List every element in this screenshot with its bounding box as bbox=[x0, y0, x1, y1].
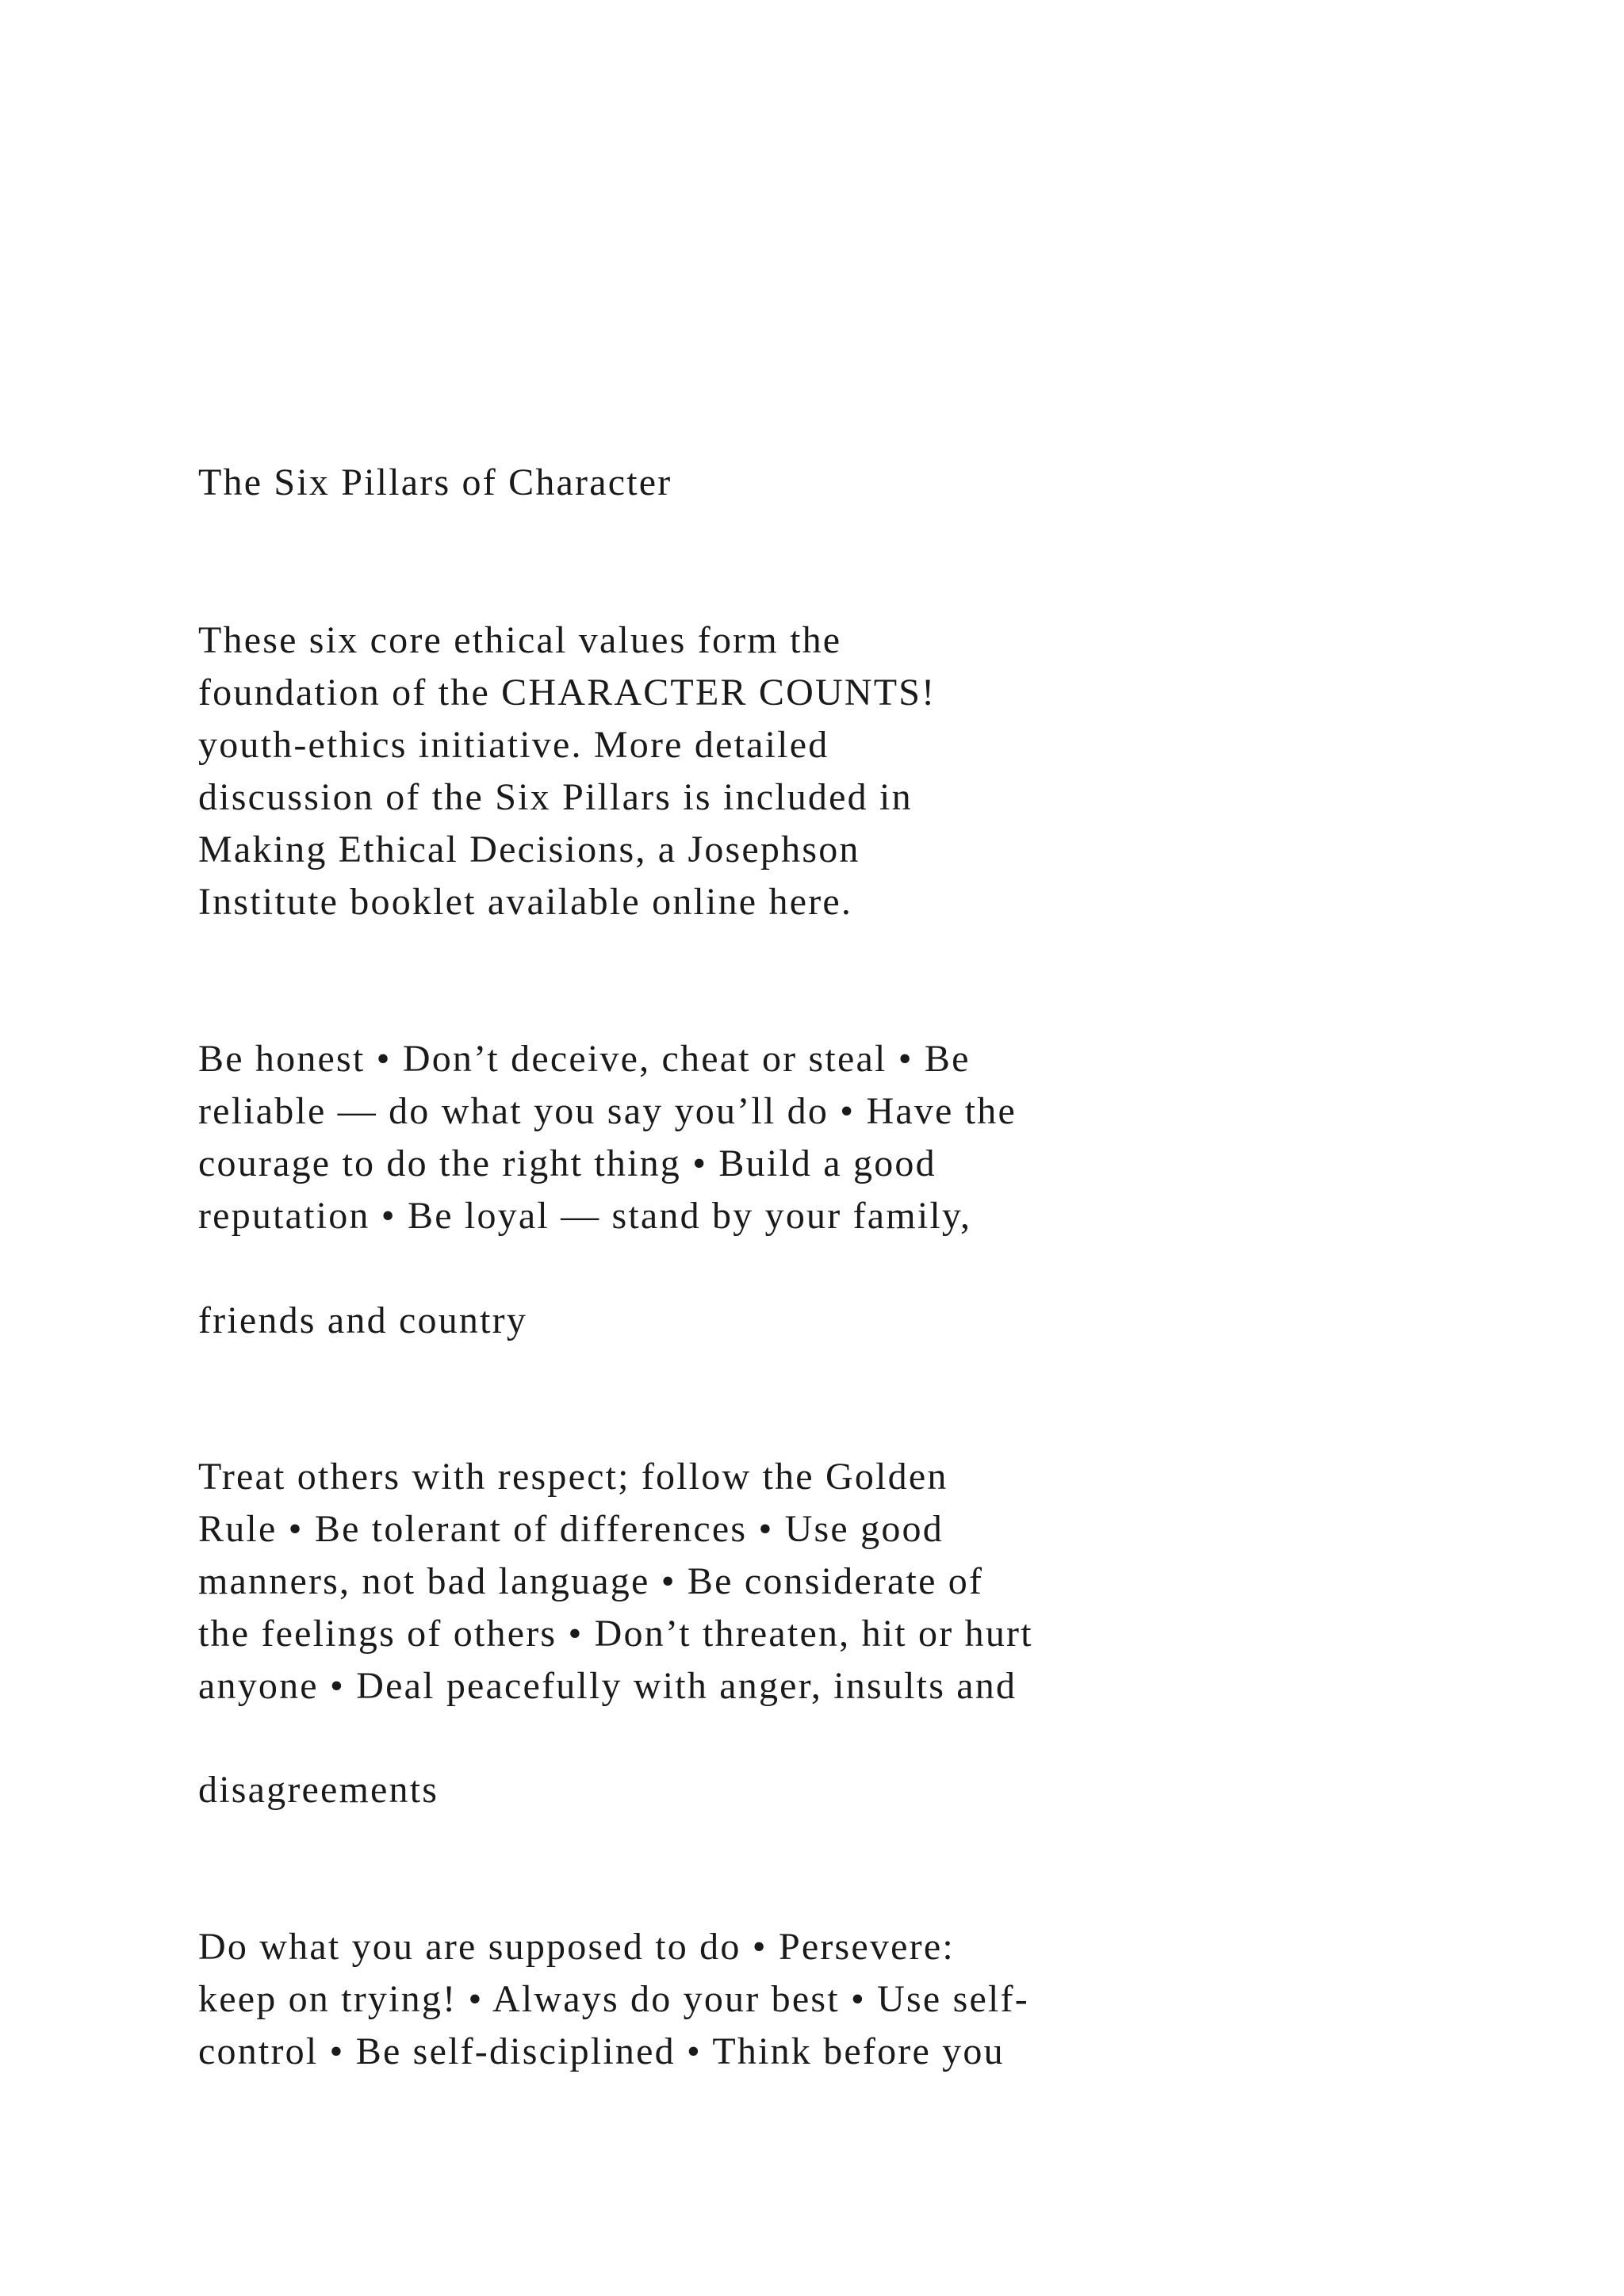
respect-line: the feelings of others • Don’t threaten, hit or hurt bbox=[198, 1613, 1033, 1655]
trustworthiness-line: reliable — do what you say you’ll do • Have the bbox=[198, 1090, 1017, 1132]
responsibility-line: control • Be self-disciplined • Think before you bbox=[198, 2030, 1005, 2072]
respect-line: anyone • Deal peacefully with anger, insults and bbox=[198, 1665, 1017, 1707]
trustworthiness-tail: friends and country bbox=[198, 1299, 528, 1341]
responsibility-line: Do what you are supposed to do • Persevere: bbox=[198, 1926, 955, 1968]
respect-line: Treat others with respect; follow the Golden bbox=[198, 1456, 948, 1498]
trustworthiness-line: reputation • Be loyal — stand by your family, bbox=[198, 1195, 972, 1237]
trustworthiness-line: Be honest • Don’t deceive, cheat or steal • Be bbox=[198, 1038, 971, 1080]
respect-line: manners, not bad language • Be considerate of bbox=[198, 1560, 984, 1602]
intro-line: Institute booklet available online here. bbox=[198, 881, 853, 923]
document-title: The Six Pillars of Character bbox=[198, 461, 672, 503]
respect-tail: disagreements bbox=[198, 1769, 439, 1811]
intro-line: discussion of the Six Pillars is included in bbox=[198, 776, 913, 818]
respect-line: Rule • Be tolerant of differences • Use good bbox=[198, 1508, 944, 1550]
intro-line: youth-ethics initiative. More detailed bbox=[198, 724, 829, 766]
responsibility-line: keep on trying! • Always do your best • Use self- bbox=[198, 1978, 1029, 2020]
intro-line: foundation of the CHARACTER COUNTS! bbox=[198, 672, 936, 714]
intro-line: These six core ethical values form the bbox=[198, 619, 842, 661]
intro-line: Making Ethical Decisions, a Josephson bbox=[198, 828, 860, 871]
trustworthiness-line: courage to do the right thing • Build a good bbox=[198, 1142, 936, 1184]
